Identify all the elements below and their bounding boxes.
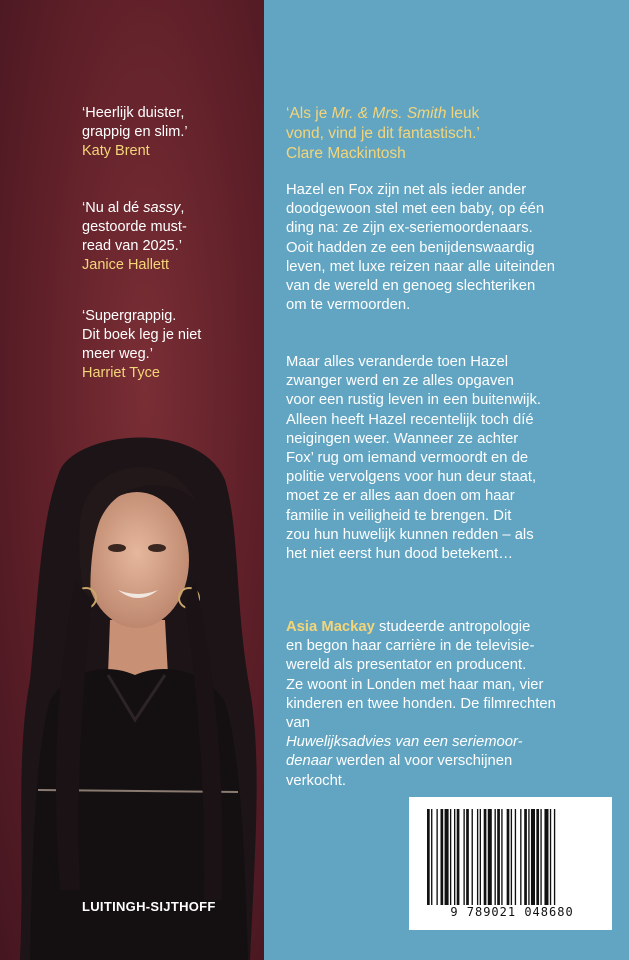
author-bio: Asia Mackay studeerde antropologie en begon haar carrière in de televisie- wereld als presentator en producent. Ze woont in Londen met haar man, vier kinderen en twee honden. De filmrechten van Huwelijksadvies van een seriemoor- denaar werden al voor verschijnen verkocht. [286, 619, 556, 789]
author-photo [0, 430, 264, 960]
blurb-paragraph-1: Hazel en Fox zijn net als ieder ander doodgewoon stel met een baby, op één ding na: ze zijn ex-seriemoordenaars. Ooit hadden ze een benijdenswaardig leven, met luxe reizen naar alle uiteinden van de wereld en genoeg slechteriken om te vermoorden. [286, 182, 555, 314]
review-quote-1: ‘Heerlijk duister, grappig en slim.’ Katy Brent [82, 104, 262, 161]
quote-author: Janice Hallett [82, 257, 170, 273]
review-quote-2: ‘Nu al dé sassy, gestoorde must- read van 2025.’ Janice Hallett [82, 199, 262, 275]
quote-author: Clare Mackintosh [286, 145, 406, 162]
isbn-barcode [409, 797, 612, 930]
quote-author: Harriet Tyce [82, 365, 160, 381]
author-name: Asia Mackay [286, 619, 375, 635]
review-quote-3: ‘Supergrappig. Dit boek leg je niet meer weg.’ Harriet Tyce [82, 307, 262, 383]
isbn-number: 9 789021 048680 [450, 905, 574, 919]
blurb-paragraph-2: Maar alles veranderde toen Hazel zwanger werd en ze alles opgaven voor een rustig leven in een buitenwijk. Alleen heeft Hazel recentelijk toch díé neigingen weer. Wanneer ze achter Fox’ rug om iemand vermoordt en de politie vervolgens voor hun deur staat, moet ze er alles aan doen om haar familie in veiligheid te brengen. Dit zou hun huwelijk kunnen redden – als het niet eerst hun dood betekent… [286, 354, 541, 563]
publisher-logo: LUITINGH-SIJTHOFF [82, 899, 216, 914]
quote-author: Katy Brent [82, 143, 150, 159]
left-panel [0, 0, 264, 960]
barcode-bars [425, 809, 593, 905]
lead-review-quote: ‘Als je Mr. & Mrs. Smith leuk vond, vind je dit fantastisch.’ Clare Mackintosh [286, 105, 480, 162]
